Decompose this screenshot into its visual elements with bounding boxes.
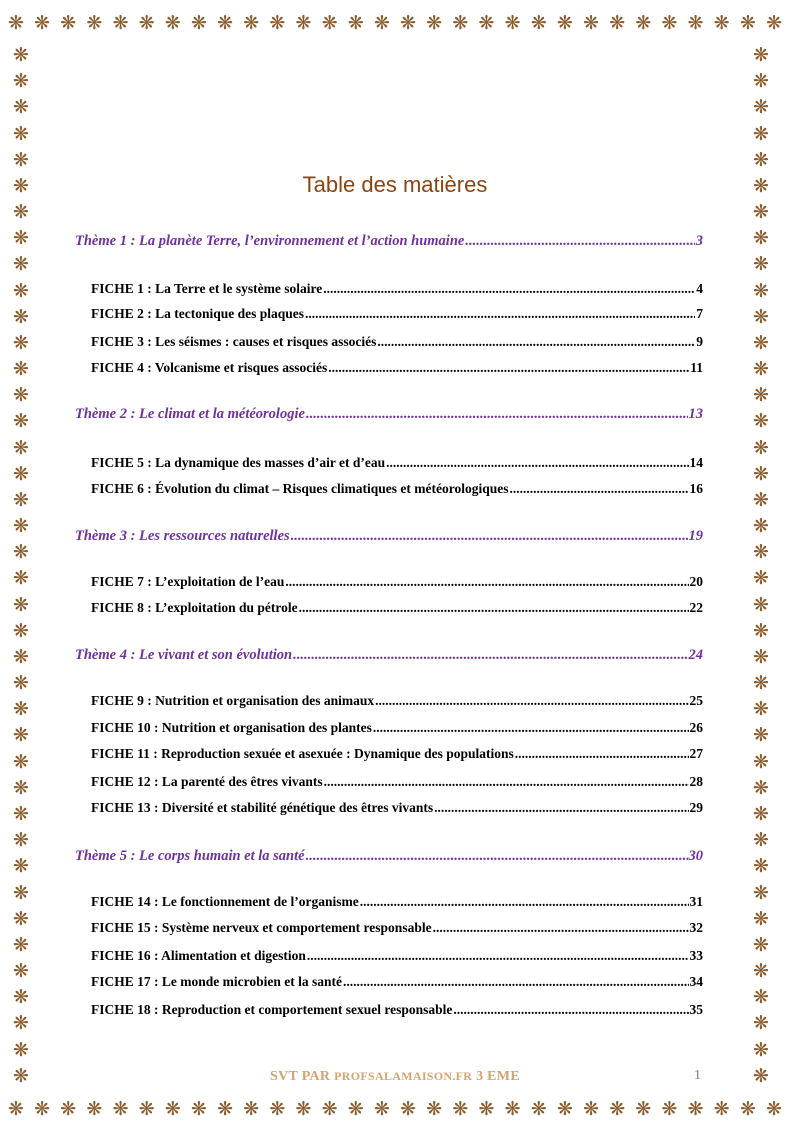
toc-fiche-10[interactable]: [75, 720, 703, 736]
ornament-icon: ❋: [739, 1097, 756, 1120]
fiche-label: FICHE 6 : Évolution du climat – Risques climatiques et météorologiques: [91, 481, 509, 496]
fiche-page: 34: [689, 974, 703, 989]
ornament-icon: ❋: [753, 593, 769, 616]
footer-prefix: SVT PAR: [270, 1069, 335, 1084]
ornament-icon: ❋: [13, 750, 29, 773]
ornament-icon: ❋: [13, 305, 29, 328]
ornament-icon: ❋: [753, 279, 769, 302]
ornament-icon: ❋: [13, 358, 29, 381]
fiche-label: FICHE 8 : L’exploitation du pétrole: [91, 600, 298, 615]
ornament-icon: ❋: [713, 11, 730, 34]
fiche-page: 25: [689, 693, 703, 708]
ornament-icon: ❋: [295, 1097, 312, 1120]
ornament-icon: ❋: [60, 11, 77, 34]
ornament-icon: ❋: [635, 1097, 652, 1120]
ornament-icon: ❋: [753, 829, 769, 852]
ornament-icon: ❋: [13, 70, 29, 93]
ornament-icon: ❋: [13, 515, 29, 538]
toc-fiche-5[interactable]: [75, 455, 703, 471]
leader-dots: [293, 647, 687, 664]
ornament-icon: ❋: [86, 1097, 103, 1120]
ornament-icon: ❋: [753, 227, 769, 250]
fiche-page: 27: [689, 746, 703, 761]
ornament-icon: ❋: [295, 11, 312, 34]
ornament-icon: ❋: [13, 44, 29, 66]
toc-fiche-11[interactable]: [75, 746, 703, 762]
ornament-icon: ❋: [13, 907, 29, 930]
fiche-page: 35: [689, 1002, 703, 1017]
toc-fiche-14[interactable]: [75, 894, 703, 910]
toc-theme-3[interactable]: [75, 528, 703, 545]
ornament-icon: ❋: [13, 384, 29, 407]
leader-dots: [305, 306, 695, 322]
ornament-icon: ❋: [13, 436, 29, 459]
top-ornament-border: [8, 10, 782, 36]
leader-dots: [453, 1002, 688, 1018]
ornament-icon: ❋: [753, 305, 769, 328]
ornament-icon: ❋: [753, 750, 769, 773]
toc-theme-5[interactable]: [75, 848, 703, 865]
fiche-page: 4: [696, 281, 703, 296]
ornament-icon: ❋: [190, 11, 207, 34]
leader-dots: [306, 848, 688, 865]
ornament-icon: ❋: [753, 436, 769, 459]
ornament-icon: ❋: [8, 1097, 24, 1120]
toc-fiche-17[interactable]: [75, 974, 703, 990]
ornament-icon: ❋: [609, 11, 626, 34]
leader-dots: [307, 948, 689, 964]
fiche-page: 28: [689, 774, 703, 789]
toc-fiche-15[interactable]: [75, 920, 703, 936]
leader-dots: [306, 406, 688, 423]
ornament-icon: ❋: [13, 410, 29, 433]
ornament-icon: ❋: [13, 1064, 29, 1087]
ornament-icon: ❋: [112, 1097, 129, 1120]
fiche-page: 9: [696, 334, 703, 349]
toc-fiche-16[interactable]: [75, 948, 703, 964]
ornament-icon: ❋: [753, 1038, 769, 1061]
toc-fiche-18[interactable]: [75, 1002, 703, 1018]
ornament-icon: ❋: [34, 11, 51, 34]
ornament-icon: ❋: [753, 1012, 769, 1035]
ornament-icon: ❋: [13, 672, 29, 695]
ornament-icon: ❋: [13, 645, 29, 668]
ornament-icon: ❋: [753, 933, 769, 956]
ornament-icon: ❋: [530, 11, 547, 34]
toc-fiche-1[interactable]: [75, 281, 703, 297]
ornament-icon: ❋: [753, 645, 769, 668]
ornament-icon: ❋: [504, 11, 521, 34]
ornament-icon: ❋: [478, 1097, 495, 1120]
fiche-page: 20: [689, 574, 703, 589]
bottom-ornament-border: [8, 1096, 782, 1122]
ornament-icon: ❋: [60, 1097, 77, 1120]
right-ornament-border: [748, 46, 774, 1086]
toc-fiche-12[interactable]: [75, 774, 703, 790]
ornament-icon: ❋: [13, 253, 29, 276]
leader-dots: [323, 281, 695, 297]
ornament-icon: ❋: [753, 672, 769, 695]
footer-site: PROFSALAMAISON.FR: [334, 1069, 473, 1083]
ornament-icon: ❋: [635, 11, 652, 34]
fiche-page: 11: [690, 360, 703, 375]
fiche-label: FICHE 1 : La Terre et le système solaire: [91, 281, 323, 296]
ornament-icon: ❋: [753, 960, 769, 983]
theme-page: 13: [688, 406, 703, 422]
ornament-icon: ❋: [687, 1097, 704, 1120]
ornament-icon: ❋: [753, 148, 769, 171]
left-ornament-border: [8, 46, 34, 1086]
ornament-icon: ❋: [753, 410, 769, 433]
ornament-icon: ❋: [13, 541, 29, 564]
ornament-icon: ❋: [13, 96, 29, 119]
leader-dots: [375, 693, 688, 709]
leader-dots: [515, 746, 689, 762]
ornament-icon: ❋: [452, 11, 469, 34]
leader-dots: [328, 360, 689, 376]
ornament-icon: ❋: [13, 1038, 29, 1061]
ornament-icon: ❋: [321, 11, 338, 34]
fiche-page: 14: [689, 455, 703, 470]
fiche-label: FICHE 16 : Alimentation et digestion: [91, 948, 306, 963]
theme-label: Thème 5 : Le corps humain et la santé: [75, 848, 305, 864]
leader-dots: [324, 774, 689, 790]
ornament-icon: ❋: [190, 1097, 207, 1120]
ornament-icon: ❋: [13, 593, 29, 616]
ornament-icon: ❋: [217, 11, 234, 34]
fiche-label: FICHE 17 : Le monde microbien et la santé: [91, 974, 342, 989]
ornament-icon: ❋: [13, 148, 29, 171]
ornament-icon: ❋: [13, 1012, 29, 1035]
fiche-page: 22: [689, 600, 703, 615]
ornament-icon: ❋: [13, 279, 29, 302]
ornament-icon: ❋: [583, 1097, 600, 1120]
fiche-page: 16: [689, 481, 703, 496]
theme-label: Thème 3 : Les ressources naturelles: [75, 528, 290, 544]
ornament-icon: ❋: [13, 960, 29, 983]
fiche-label: FICHE 11 : Reproduction sexuée et asexuée : Dynamique des populations: [91, 746, 514, 761]
ornament-icon: ❋: [243, 1097, 260, 1120]
ornament-icon: ❋: [217, 1097, 234, 1120]
ornament-icon: ❋: [138, 11, 155, 34]
leader-dots: [291, 528, 688, 545]
ornament-icon: ❋: [753, 358, 769, 381]
ornament-icon: ❋: [13, 724, 29, 747]
ornament-icon: ❋: [13, 881, 29, 904]
leader-dots: [465, 233, 694, 250]
ornament-icon: ❋: [753, 724, 769, 747]
ornament-icon: ❋: [13, 986, 29, 1009]
toc-theme-1[interactable]: [75, 233, 703, 250]
ornament-icon: ❋: [609, 1097, 626, 1120]
leader-dots: [360, 894, 689, 910]
ornament-icon: ❋: [34, 1097, 51, 1120]
ornament-icon: ❋: [687, 11, 704, 34]
ornament-icon: ❋: [753, 96, 769, 119]
ornament-icon: ❋: [504, 1097, 521, 1120]
leader-dots: [299, 600, 689, 616]
ornament-icon: ❋: [13, 776, 29, 799]
page-footer: [0, 1064, 790, 1087]
ornament-icon: ❋: [556, 1097, 573, 1120]
ornament-icon: ❋: [13, 122, 29, 145]
toc-fiche-7[interactable]: [75, 574, 703, 590]
toc-theme-2[interactable]: [75, 406, 703, 423]
toc-fiche-8[interactable]: [75, 600, 703, 616]
fiche-label: FICHE 4 : Volcanisme et risques associés: [91, 360, 328, 375]
ornament-icon: ❋: [13, 488, 29, 511]
ornament-icon: ❋: [713, 1097, 730, 1120]
ornament-icon: ❋: [13, 567, 29, 590]
fiche-label: FICHE 13 : Diversité et stabilité génétique des êtres vivants: [91, 800, 434, 815]
ornament-icon: ❋: [753, 802, 769, 825]
ornament-icon: ❋: [426, 1097, 443, 1120]
ornament-icon: ❋: [8, 11, 24, 34]
fiche-page: 33: [689, 948, 703, 963]
fiche-label: FICHE 5 : La dynamique des masses d’air et d’eau: [91, 455, 386, 470]
ornament-icon: ❋: [753, 907, 769, 930]
ornament-icon: ❋: [164, 11, 181, 34]
ornament-icon: ❋: [753, 44, 769, 66]
fiche-page: 32: [689, 920, 703, 935]
ornament-icon: ❋: [753, 567, 769, 590]
fiche-label: FICHE 14 : Le fonctionnement de l’organisme: [91, 894, 359, 909]
ornament-icon: ❋: [13, 174, 29, 197]
ornament-icon: ❋: [661, 1097, 678, 1120]
toc-fiche-3[interactable]: [75, 334, 703, 350]
ornament-icon: ❋: [13, 698, 29, 721]
leader-dots: [433, 920, 689, 936]
ornament-icon: ❋: [753, 462, 769, 485]
leader-dots: [434, 800, 688, 816]
fiche-label: FICHE 2 : La tectonique des plaques: [91, 306, 305, 321]
ornament-icon: ❋: [452, 1097, 469, 1120]
fiche-label: FICHE 18 : Reproduction et comportement sexuel responsable: [91, 1002, 453, 1017]
ornament-icon: ❋: [400, 1097, 417, 1120]
ornament-icon: ❋: [13, 462, 29, 485]
ornament-icon: ❋: [13, 331, 29, 354]
ornament-icon: ❋: [753, 986, 769, 1009]
fiche-page: 31: [689, 894, 703, 909]
ornament-icon: ❋: [753, 488, 769, 511]
ornament-icon: ❋: [753, 619, 769, 642]
theme-label: Thème 2 : Le climat et la météorologie: [75, 406, 305, 422]
ornament-icon: ❋: [13, 227, 29, 250]
ornament-icon: ❋: [766, 1097, 782, 1120]
ornament-icon: ❋: [753, 201, 769, 224]
ornament-icon: ❋: [243, 11, 260, 34]
ornament-icon: ❋: [86, 11, 103, 34]
ornament-icon: ❋: [112, 11, 129, 34]
fiche-label: FICHE 12 : La parenté des êtres vivants: [91, 774, 323, 789]
footer-suffix: 3 EME: [472, 1069, 520, 1084]
ornament-icon: ❋: [753, 698, 769, 721]
ornament-icon: ❋: [766, 11, 782, 34]
toc-fiche-13[interactable]: [75, 800, 703, 816]
theme-label: Thème 1 : La planète Terre, l’environnement et l’action humaine: [75, 233, 465, 249]
ornament-icon: ❋: [13, 802, 29, 825]
fiche-label: FICHE 3 : Les séismes : causes et risques associés: [91, 334, 377, 349]
theme-label: Thème 4 : Le vivant et son évolution: [75, 647, 293, 663]
ornament-icon: ❋: [164, 1097, 181, 1120]
fiche-page: 7: [696, 306, 703, 321]
leader-dots: [386, 455, 688, 471]
ornament-icon: ❋: [347, 11, 364, 34]
toc-fiche-2[interactable]: [75, 306, 703, 322]
ornament-icon: ❋: [13, 855, 29, 878]
ornament-icon: ❋: [753, 881, 769, 904]
fiche-label: FICHE 9 : Nutrition et organisation des animaux: [91, 693, 375, 708]
ornament-icon: ❋: [13, 829, 29, 852]
ornament-icon: ❋: [400, 11, 417, 34]
ornament-icon: ❋: [661, 11, 678, 34]
ornament-icon: ❋: [753, 776, 769, 799]
ornament-icon: ❋: [753, 174, 769, 197]
ornament-icon: ❋: [321, 1097, 338, 1120]
leader-dots: [343, 974, 689, 990]
page-title: Table des matières: [302, 172, 488, 197]
toc-fiche-9[interactable]: [75, 693, 703, 709]
ornament-icon: ❋: [753, 541, 769, 564]
fiche-label: FICHE 10 : Nutrition et organisation des plantes: [91, 720, 372, 735]
ornament-icon: ❋: [13, 619, 29, 642]
theme-page: 24: [688, 647, 703, 663]
fiche-label: FICHE 15 : Système nerveux et comportement responsable: [91, 920, 432, 935]
ornament-icon: ❋: [138, 1097, 155, 1120]
ornament-icon: ❋: [583, 11, 600, 34]
ornament-icon: ❋: [556, 11, 573, 34]
ornament-icon: ❋: [478, 11, 495, 34]
ornament-icon: ❋: [739, 11, 756, 34]
ornament-icon: ❋: [753, 855, 769, 878]
theme-page: 3: [695, 233, 703, 249]
ornament-icon: ❋: [269, 11, 286, 34]
ornament-icon: ❋: [426, 11, 443, 34]
toc-fiche-6[interactable]: [75, 481, 703, 497]
ornament-icon: ❋: [753, 70, 769, 93]
ornament-icon: ❋: [373, 1097, 390, 1120]
ornament-icon: ❋: [530, 1097, 547, 1120]
leader-dots: [373, 720, 689, 736]
ornament-icon: ❋: [753, 515, 769, 538]
page-number: 1: [694, 1068, 701, 1083]
toc-fiche-4[interactable]: [75, 360, 703, 376]
leader-dots: [285, 574, 688, 590]
ornament-icon: ❋: [373, 11, 390, 34]
ornament-icon: ❋: [753, 122, 769, 145]
toc-theme-4[interactable]: [75, 647, 703, 664]
ornament-icon: ❋: [753, 1064, 769, 1087]
fiche-page: 29: [689, 800, 703, 815]
fiche-page: 26: [689, 720, 703, 735]
ornament-icon: ❋: [269, 1097, 286, 1120]
leader-dots: [377, 334, 695, 350]
fiche-label: FICHE 7 : L’exploitation de l’eau: [91, 574, 285, 589]
ornament-icon: ❋: [753, 384, 769, 407]
theme-page: 19: [688, 528, 703, 544]
ornament-icon: ❋: [13, 933, 29, 956]
ornament-icon: ❋: [753, 253, 769, 276]
ornament-icon: ❋: [753, 331, 769, 354]
leader-dots: [510, 481, 689, 497]
theme-page: 30: [688, 848, 703, 864]
ornament-icon: ❋: [13, 201, 29, 224]
ornament-icon: ❋: [347, 1097, 364, 1120]
